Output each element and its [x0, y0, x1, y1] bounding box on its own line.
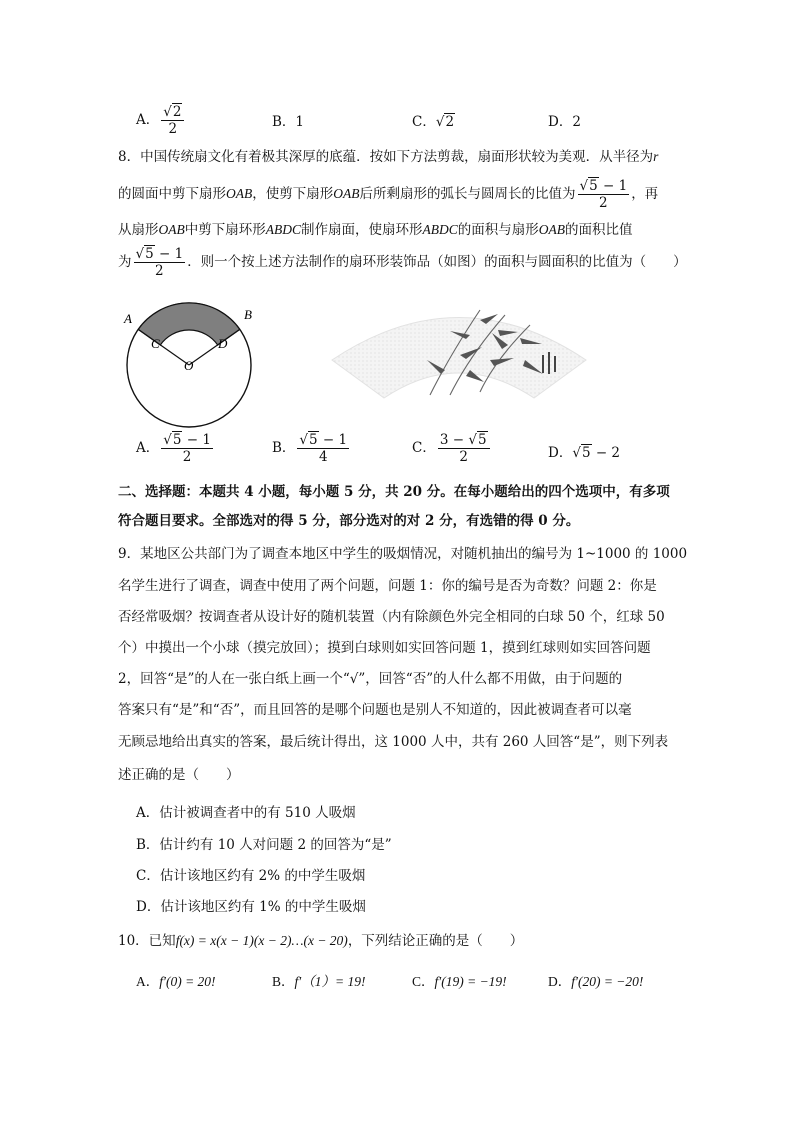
label-o: O: [184, 358, 194, 373]
label-d: D: [218, 336, 228, 351]
q9-option-d: D．估计该地区约有 1% 的中学生吸烟: [136, 899, 366, 915]
q7-option-a: A． $\frac{√2}{2}$: [136, 104, 186, 137]
q9-line-5: 2，回答“是”的人在一张白纸上画一个“√”，回答“否”的人什么都不用做，由于问题的: [118, 671, 623, 687]
q9-option-a: A．估计被调查者中的有 510 人吸烟: [136, 805, 356, 821]
q10-option-a: A．f′(0) = 20!: [136, 974, 216, 989]
q8-option-d: D．√5 − 2: [548, 445, 621, 461]
q10-stem: 10．已知f(x) = x(x − 1)(x − 2)…(x − 20)，下列结论正确的是（ ）: [118, 933, 524, 949]
q8-line-1: 8．中国传统扇文化有着极其深厚的底蕴．按如下方法剪裁，扇面形状较为美观．从半径为r: [118, 149, 659, 165]
q9-line-6: 答案只有“是”和“否”，而且回答的是哪个问题也是别人不知道的，因此被调查者可以毫: [118, 702, 632, 718]
q9-line-3: 否经常吸烟？按调查者从设计好的随机装置（内有除颜色外完全相同的白球 50 个，红球 50: [118, 609, 665, 625]
q8-option-b: B． $\frac{√5 - 1}{4}$: [272, 432, 348, 465]
label-b: B: [244, 307, 252, 322]
section-2-header-line-2: 符合题目要求。全部选对的得 5 分，部分选对的对 2 分，有选错的得 0 分。: [118, 513, 580, 529]
q8-option-a: A． $\frac{√5 - 1}{2}$: [136, 432, 211, 465]
q9-line-1: 9．某地区公共部门为了调查本地区中学生的吸烟情况，对随机抽出的编号为 1~1000 的 1000: [118, 546, 688, 562]
q9-line-7: 无顾忌地给出真实的答案，最后统计得出，这 1000 人中，共有 260 人回答“是”，则下列表: [118, 734, 669, 750]
q7-option-c: C．√2: [412, 114, 455, 130]
label-a: A: [124, 311, 132, 326]
q9-option-c: C．估计该地区约有 2% 的中学生吸烟: [136, 868, 366, 884]
q8-line-4: 为 $\frac{√5 - 1}{2}$ ．则一个按上述方法制作的扇环形装饰品（如图）的面积与圆面积的比值为（ ）: [118, 246, 687, 279]
q9-option-b: B．估计约有 10 人对问题 2 的回答为“是”: [136, 837, 392, 853]
label-c: C: [151, 336, 160, 351]
q8-line-3: 从扇形OAB中剪下扇环形ABDC制作扇面，使扇环形ABDC的面积与扇形OAB的面积比值: [118, 222, 633, 238]
q9-line-2: 名学生进行了调查，调查中使用了两个问题，问题 1：你的编号是否为奇数？问题 2：你是: [118, 578, 657, 594]
q8-line-2: 的圆面中剪下扇形OAB，使剪下扇形OAB后所剩扇形的弧长与圆周长的比值为 $\frac{√5 - 1}{2}$ ，再: [118, 178, 659, 211]
q9-line-4: 个）中摸出一个小球（摸完放回）；摸到白球则如实回答问题 1，摸到红球则如实回答问题: [118, 640, 651, 656]
q8-option-c: C． $\frac{3 - √5}{2}$: [412, 432, 492, 465]
q10-option-c: C．f′(19) = −19!: [412, 974, 507, 989]
q7-option-d: D．2: [548, 114, 581, 130]
section-2-header-line-1: 二、选择题：本题共 4 小题，每小题 5 分，共 20 分。在每小题给出的四个选项中，有多项: [118, 484, 670, 500]
q10-option-d: D．f′(20) = −20!: [548, 974, 644, 989]
q10-option-b: B．f′（1）= 19!: [272, 974, 366, 989]
q7-option-b: B．1: [272, 114, 305, 130]
q9-line-8: 述正确的是（ ）: [118, 767, 240, 783]
sector-diagram: [118, 290, 280, 430]
fan-image: [330, 300, 588, 400]
